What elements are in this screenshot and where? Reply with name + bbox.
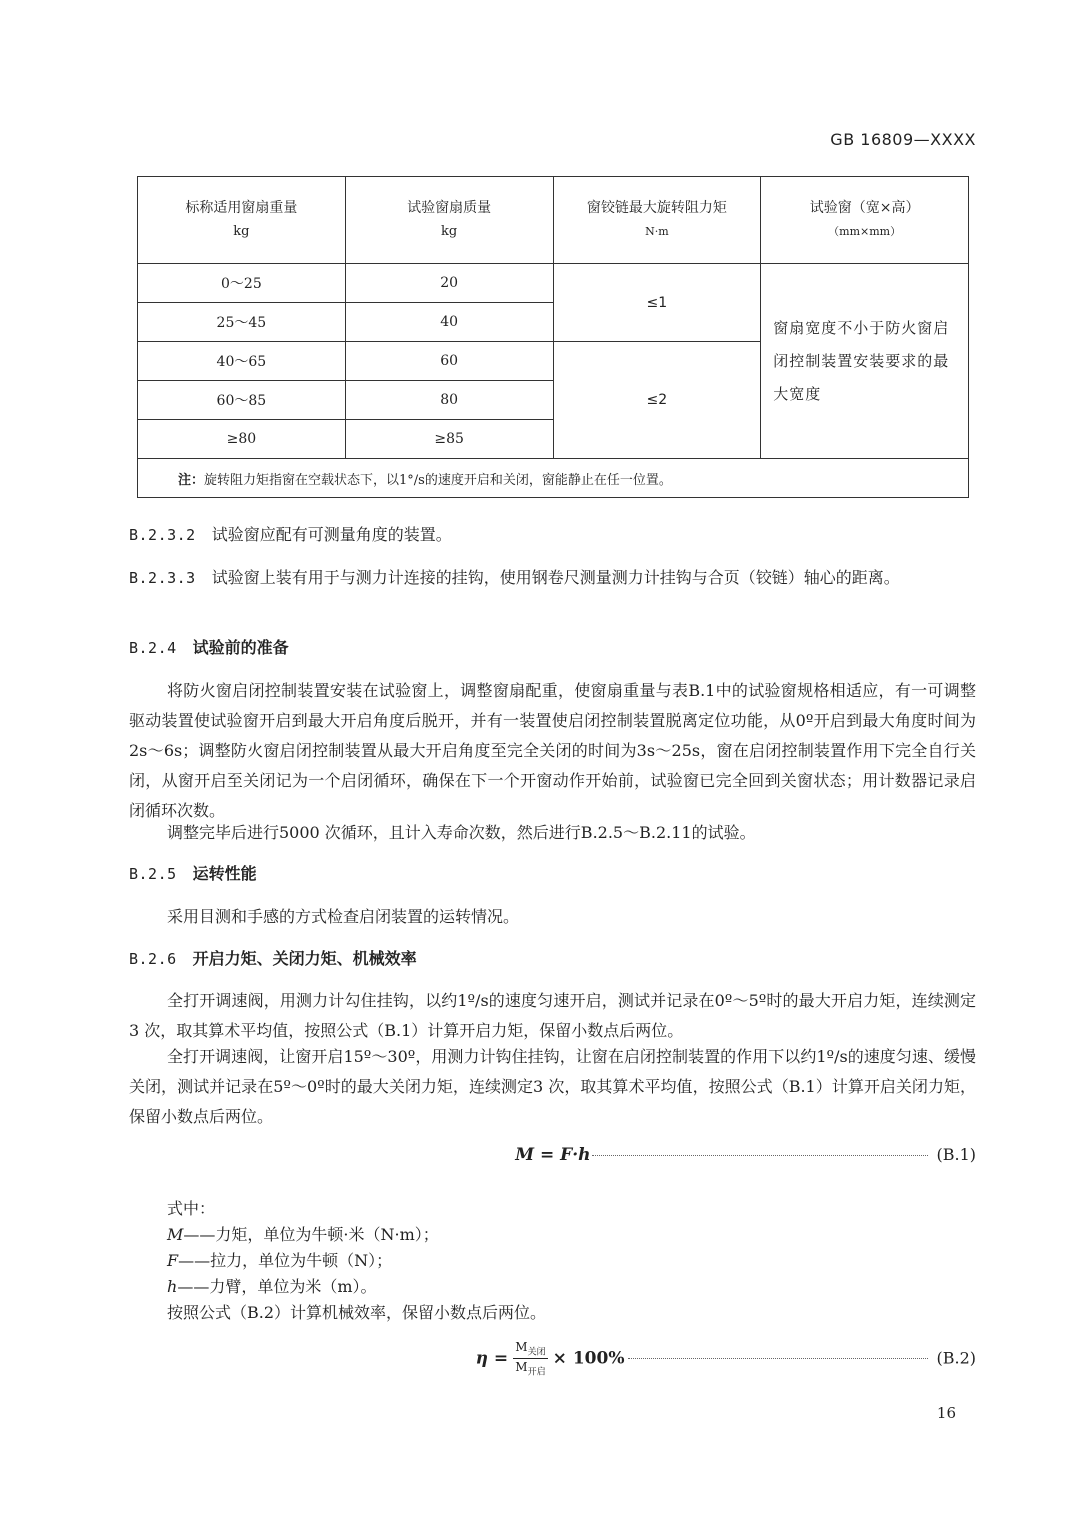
cell-mass: 40 xyxy=(345,303,553,342)
clause-id: B.2.5 xyxy=(129,865,177,883)
symbol-row xyxy=(167,1222,546,1248)
section-title: 试验前的准备 xyxy=(192,638,289,657)
section-b25-heading xyxy=(129,859,979,889)
formula-rhs: × 100% xyxy=(552,1348,625,1369)
clause-id: B.2.6 xyxy=(129,950,177,968)
paragraph: 调整完毕后进行5000 次循环，且计入寿命次数，然后进行B.2.5～B.2.11的试验。 xyxy=(167,823,756,842)
standard-code: GB 16809—XXXX xyxy=(830,130,976,149)
clause-text: 试验窗应配有可测量角度的装置。 xyxy=(211,525,452,544)
page-number: 16 xyxy=(936,1404,956,1422)
formula-b2-intro: 按照公式（B.2）计算机械效率，保留小数点后两位。 xyxy=(167,1303,547,1322)
symbol-definitions xyxy=(167,1196,546,1326)
clause-b232 xyxy=(129,520,979,550)
formula-id: (B.2) xyxy=(936,1348,976,1368)
cell-torque-group2: ≤2 xyxy=(553,342,761,459)
clause-b233 xyxy=(129,563,979,593)
clause-id: B.2.4 xyxy=(129,639,177,657)
symbol-desc: ——力矩，单位为牛顿·米（N·m）； xyxy=(183,1225,439,1244)
clause-id: B.2.3.2 xyxy=(129,526,196,544)
symbol: h xyxy=(167,1277,178,1296)
header-window-size: 试验窗（宽×高） （mm×mm） xyxy=(761,177,969,264)
header-mass: 试验窗扇质量 kg xyxy=(345,177,553,264)
formula-b1 xyxy=(515,1145,976,1165)
cell-weight: ≥80 xyxy=(138,420,346,459)
section-b26-heading xyxy=(129,944,979,974)
table-header-row xyxy=(138,177,969,264)
cell-weight: 60～85 xyxy=(138,381,346,420)
formula-expression: M = F·h xyxy=(515,1145,591,1165)
formula-b2 xyxy=(476,1340,976,1378)
cell-mass: ≥85 xyxy=(345,420,553,459)
cell-mass: 20 xyxy=(345,264,553,303)
denominator: $M_{开启}$ xyxy=(515,1360,546,1378)
table-note-row xyxy=(138,459,969,498)
formula-lhs: η = xyxy=(475,1348,509,1369)
table-row xyxy=(138,264,969,303)
symbol: M xyxy=(167,1225,184,1244)
header-weight: 标称适用窗扇重量 kg xyxy=(138,177,346,264)
paragraph: 全打开调速阀，用测力计勾住挂钩，以约1º/s的速度匀速开启，测试并记录在0º～5º时的最大开启力矩，连续测定3 次，取其算术平均值，按照公式（B.1）计算开启力矩，保留小数点后两位。 xyxy=(129,991,976,1040)
clause-id: B.2.3.3 xyxy=(129,569,196,587)
note-label: 注： xyxy=(178,472,205,488)
cell-mass: 80 xyxy=(345,381,553,420)
paragraph: 将防火窗启闭控制装置安装在试验窗上，调整窗扇配重，使窗扇重量与表B.1中的试验窗规格相适应，有一可调整驱动装置使试验窗开启到最大开启角度后脱开，并有一装置使启闭控制装置脱离定位功能，从0º开启到最大角度时间为2s～6s；调整防火窗启闭控制装置从最大开启角度至完全关闭的时间为3s～25s，窗在启闭控制装置作用下完全自行关闭，从窗开启至关闭记为一个启闭循环，确保在下一个开窗动作开始前，试验窗已完全回到关窗状态；用计数器记录启闭循环次数。 xyxy=(129,681,976,820)
paragraph: 全打开调速阀，让窗开启15º～30º，用测力计钩住挂钩，让窗在启闭控制装置的作用下以约1º/s的速度匀速、缓慢关闭，测试并记录在5º～0º时的最大关闭力矩，连续测定3 次，取其算术平均值，按照公式（B.1）计算开启关闭力矩，保留小数点后两位。 xyxy=(129,1047,976,1126)
spec-table xyxy=(137,176,969,498)
symbol-row xyxy=(167,1274,546,1300)
section-b24-heading xyxy=(129,633,979,663)
section-title: 开启力矩、关闭力矩、机械效率 xyxy=(192,949,417,968)
clause-text: 试验窗上装有用于与测力计连接的挂钩，使用钢卷尺测量测力计挂钩与合页（铰链）轴心的距离。 xyxy=(211,568,900,587)
section-title: 运转性能 xyxy=(192,864,257,883)
cell-torque-group1: ≤1 xyxy=(553,264,761,342)
leader-dots xyxy=(628,1358,928,1359)
where-intro: 式中： xyxy=(167,1199,216,1218)
symbol: F xyxy=(167,1251,179,1270)
cell-weight: 40～65 xyxy=(138,342,346,381)
header-torque: 窗铰链最大旋转阻力矩 N·m xyxy=(553,177,761,264)
fraction xyxy=(513,1340,547,1378)
symbol-desc: ——拉力，单位为牛顿（N）； xyxy=(178,1251,393,1270)
formula-id: (B.1) xyxy=(936,1145,976,1164)
numerator: $M_{关闭}$ xyxy=(515,1340,546,1358)
cell-mass: 60 xyxy=(345,342,553,381)
table-note xyxy=(138,459,969,498)
symbol-desc: ——力臂，单位为米（m）。 xyxy=(177,1277,377,1296)
note-text: 旋转阻力矩指窗在空载状态下，以1°/s的速度开启和关闭，窗能静止在任一位置。 xyxy=(204,472,672,488)
leader-dots xyxy=(592,1155,928,1156)
symbol-row xyxy=(167,1248,546,1274)
cell-window-desc: 窗扇宽度不小于防火窗启闭控制装置安装要求的最大宽度 xyxy=(761,264,969,459)
cell-weight: 0～25 xyxy=(138,264,346,303)
paragraph: 采用目测和手感的方式检查启闭装置的运转情况。 xyxy=(167,907,520,926)
cell-weight: 25～45 xyxy=(138,303,346,342)
